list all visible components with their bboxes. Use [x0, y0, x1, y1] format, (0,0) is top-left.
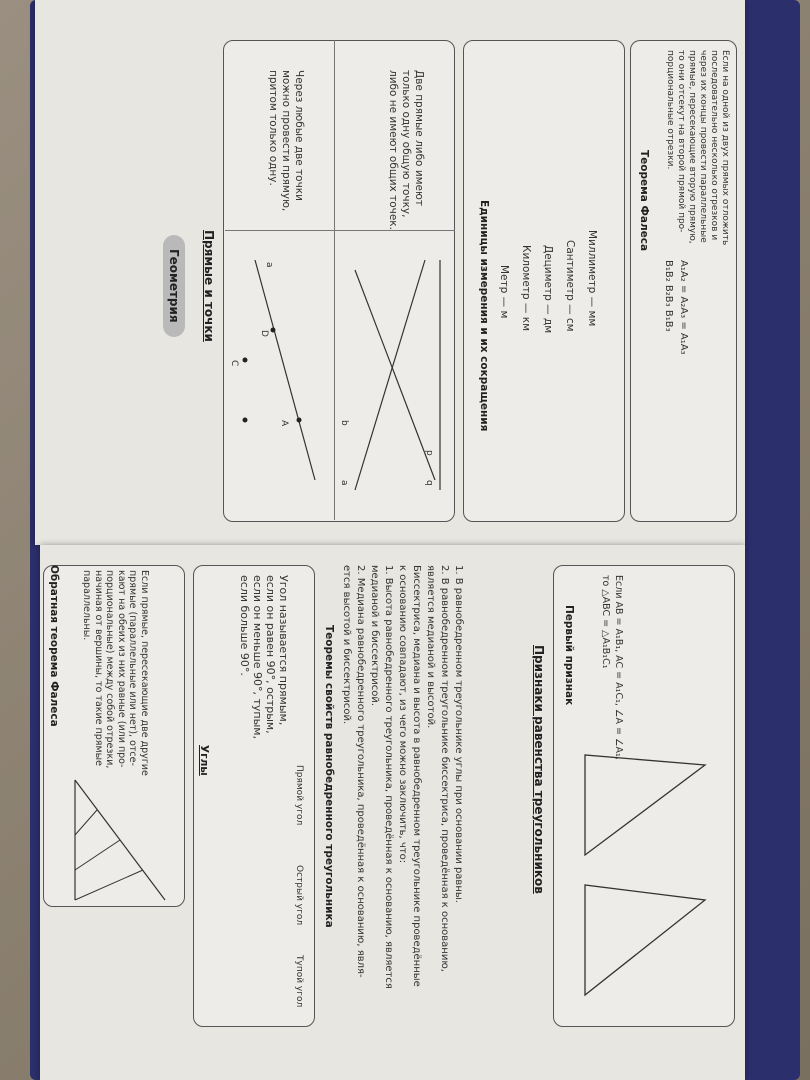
right-page: [40, 545, 745, 1080]
line-label: a: [339, 480, 349, 486]
isosceles-title: Теоремы свойств равнобедренного треугольника: [323, 625, 335, 928]
congruent-triangles-figure: [575, 745, 725, 1015]
thales-text: Если на одной из двух прямых отложить последовательно несколько отрезков и через их концы провести параллельные прямые, пересекающие вторую прямую, то они отсекут на второй прямой про- порциональные отрезки.: [665, 50, 730, 246]
line-label: b: [339, 420, 349, 426]
angle-obtuse-label: Тупой угол: [294, 955, 304, 1008]
point-label: a: [264, 262, 274, 268]
unit-item: Дециметр — дм: [542, 245, 554, 334]
point-label: A: [279, 420, 289, 427]
fact-two-lines: Две прямые либо имеют только одну общую точку, либо не имеют общих точек.: [387, 70, 425, 230]
unit-item: Миллиметр — мм: [586, 230, 598, 327]
thales-formula-bottom: B₁B₂ B₂B₃ B₁B₃: [663, 260, 674, 332]
congruence-title: Признаки равенства треугольников: [532, 645, 546, 894]
first-sign-title: Первый признак: [563, 605, 575, 706]
converse-thales-figure: [65, 775, 175, 905]
converse-title: Обратная теорема Фалеса: [48, 565, 60, 727]
thales-formula-top: A₁A₂ = A₂A₃ = A₁A₃: [678, 260, 689, 355]
subtitle: Прямые и точки: [202, 230, 216, 342]
unit-item: Сантиметр — см: [564, 240, 576, 332]
right-page-content: [40, 545, 745, 1080]
left-page: [35, 0, 745, 545]
angle-right-label: Прямой угол: [294, 765, 304, 826]
thales-title: Теорема Фалеса: [638, 150, 650, 252]
fact-two-points: Через любые две точки можно провести прямую, притом только одну.: [267, 70, 305, 212]
left-page-content: [35, 0, 745, 545]
section-title: Геометрия: [163, 235, 185, 337]
point-label: C: [229, 360, 239, 367]
angles-title: Углы: [198, 745, 210, 776]
line-label: q: [424, 480, 434, 486]
unit-item: Километр — км: [520, 245, 532, 332]
first-sign-text: Если AB = A₁B₁, AC = A₁C₁, ∠A = ∠A₁, то △ABC = △A₁B₁C₁: [600, 575, 624, 760]
units-title: Единицы измерения и их сокращения: [478, 200, 490, 432]
converse-text: Если прямые, пересекающие две другие прямые (параллельные или нет), отсе- кают на обеих из них равные (или про- порциональные) между собой отрезки, начиная от вершины, то такие прямые параллельны.: [81, 570, 150, 776]
intersecting-lines-figure: [345, 250, 445, 500]
divider: [225, 230, 455, 231]
point-label: D: [259, 330, 269, 337]
divider: [334, 40, 335, 520]
line-label: p: [424, 450, 434, 456]
isosceles-text: 1. В равнобедренном треугольнике углы при основании равны. 2. В равнобедренном треугольнике биссектриса, проведённая к основанию, является медианой и высотой. Биссектриса, медиана и высота в равнобедренном треугольнике проведённые к основанию совпадают, из чего можно заключить, что: 1. Высота равнобедренного треугольника, проведённая к основанию, является медианой и биссектрисой. 2. Медиана равнобедренного треугольника, проведённая к основанию, явля- ется высотой и биссектрисой.: [341, 565, 464, 989]
points-line-figure: [235, 250, 325, 500]
unit-item: Метр — м: [498, 265, 510, 319]
angle-acute-label: Острый угол: [294, 865, 304, 926]
angles-text: Угол называется прямым, если он равен 90°, острым, если он меньше 90°, тупым, если больше 90°.: [238, 575, 290, 740]
